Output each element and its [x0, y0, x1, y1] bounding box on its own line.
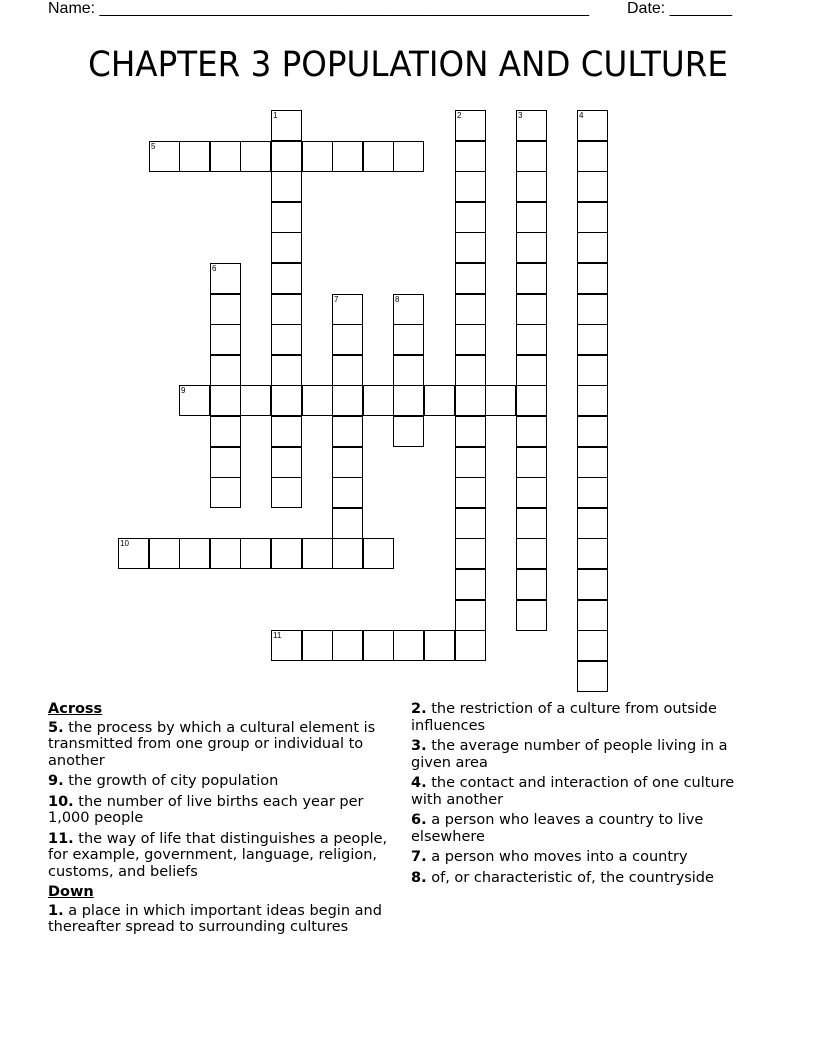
- clue-text: a place in which important ideas begin and thereafter spread to surrounding cultures: [48, 902, 382, 935]
- crossword-cell[interactable]: [363, 630, 394, 661]
- crossword-cell[interactable]: [455, 538, 486, 569]
- clue-number: 8.: [411, 869, 427, 886]
- crossword-cell[interactable]: [516, 141, 547, 172]
- crossword-cell[interactable]: [271, 294, 302, 325]
- crossword-cell[interactable]: [455, 232, 486, 263]
- clue-text: the number of live births each year per 1,000 people: [48, 793, 364, 826]
- clue-number: 4.: [411, 775, 427, 791]
- crossword-cell[interactable]: [240, 538, 271, 569]
- name-field-label[interactable]: Name: _______________________________________________________: [48, 0, 589, 17]
- crossword-cell[interactable]: [516, 294, 547, 325]
- crossword-cell[interactable]: [516, 508, 547, 539]
- crossword-cell[interactable]: [179, 538, 210, 569]
- crossword-cell[interactable]: [363, 538, 394, 569]
- crossword-cell[interactable]: [332, 477, 363, 508]
- crossword-cell[interactable]: [240, 385, 271, 416]
- crossword-cell[interactable]: [516, 110, 547, 141]
- crossword-cell[interactable]: [577, 508, 608, 539]
- crossword-cell[interactable]: [210, 355, 241, 386]
- across-heading: Across: [48, 701, 103, 717]
- crossword-cell[interactable]: [393, 630, 424, 661]
- crossword-cell[interactable]: [455, 141, 486, 172]
- crossword-cell[interactable]: [271, 110, 302, 141]
- clue-text: the process by which a cultural element is transmitted from one group or individual to another: [48, 719, 376, 769]
- crossword-cell[interactable]: [302, 630, 333, 661]
- crossword-cell[interactable]: [577, 294, 608, 325]
- crossword-cell[interactable]: [210, 324, 241, 355]
- crossword-cell[interactable]: [271, 263, 302, 294]
- crossword-cell[interactable]: [302, 538, 333, 569]
- cell-number: 7: [334, 295, 339, 304]
- crossword-cell[interactable]: [516, 569, 547, 600]
- crossword-cell[interactable]: [577, 355, 608, 386]
- crossword-cell[interactable]: [516, 171, 547, 202]
- crossword-cell[interactable]: [363, 385, 394, 416]
- crossword-cell[interactable]: [393, 416, 424, 447]
- crossword-cell[interactable]: [455, 385, 486, 416]
- cell-number: 8: [395, 295, 400, 304]
- crossword-cell[interactable]: [577, 447, 608, 478]
- crossword-cell[interactable]: [577, 171, 608, 202]
- clue-down-6: [411, 812, 757, 845]
- crossword-cell[interactable]: [210, 141, 241, 172]
- crossword-cell[interactable]: [210, 263, 241, 294]
- clue-down-8: [411, 870, 757, 887]
- crossword-cell[interactable]: [332, 324, 363, 355]
- crossword-cell[interactable]: [302, 385, 333, 416]
- clues-right-column: [411, 701, 757, 890]
- crossword-cell[interactable]: [271, 538, 302, 569]
- crossword-cell[interactable]: [516, 232, 547, 263]
- clue-text: a person who moves into a country: [426, 849, 688, 865]
- crossword-cell[interactable]: [455, 447, 486, 478]
- cell-number: 5: [151, 142, 156, 151]
- crossword-cell[interactable]: [210, 385, 241, 416]
- crossword-cell[interactable]: [332, 141, 363, 172]
- clue-number: 2.: [411, 701, 427, 717]
- crossword-cell[interactable]: [516, 447, 547, 478]
- crossword-cell[interactable]: [210, 447, 241, 478]
- crossword-cell[interactable]: [516, 263, 547, 294]
- crossword-cell[interactable]: [332, 447, 363, 478]
- crossword-cell[interactable]: [332, 508, 363, 539]
- crossword-cell[interactable]: [516, 385, 547, 416]
- clue-down-2: [411, 701, 757, 734]
- page-title: CHAPTER 3 POPULATION AND CULTURE: [88, 45, 728, 85]
- crossword-cell[interactable]: [240, 141, 271, 172]
- clue-number: 1.: [48, 902, 64, 919]
- crossword-cell[interactable]: [271, 171, 302, 202]
- crossword-cell[interactable]: [516, 477, 547, 508]
- clue-text: the average number of people living in a given area: [411, 738, 728, 771]
- crossword-cell[interactable]: [271, 202, 302, 233]
- crossword-cell[interactable]: [577, 263, 608, 294]
- clue-down-3: [411, 738, 757, 771]
- clue-across-11: [48, 831, 404, 881]
- crossword-cell[interactable]: [516, 355, 547, 386]
- crossword-cell[interactable]: [393, 294, 424, 325]
- clue-number: 6.: [411, 812, 427, 828]
- crossword-cell[interactable]: [210, 416, 241, 447]
- cell-number: 11: [273, 631, 282, 640]
- cell-number: 4: [579, 111, 584, 120]
- crossword-cell[interactable]: [393, 355, 424, 386]
- crossword-cell[interactable]: [455, 508, 486, 539]
- crossword-cell[interactable]: [455, 355, 486, 386]
- crossword-cell[interactable]: [271, 324, 302, 355]
- crossword-cell[interactable]: [179, 141, 210, 172]
- crossword-cell[interactable]: [424, 630, 455, 661]
- clue-across-9: [48, 773, 404, 790]
- crossword-cell[interactable]: [271, 232, 302, 263]
- crossword-cell[interactable]: [271, 141, 302, 172]
- crossword-cell[interactable]: [210, 294, 241, 325]
- crossword-cell[interactable]: [577, 477, 608, 508]
- cell-number: 10: [120, 539, 129, 548]
- crossword-cell[interactable]: [577, 232, 608, 263]
- clue-text: of, or characteristic of, the countryside: [426, 869, 714, 886]
- crossword-cell[interactable]: [363, 141, 394, 172]
- crossword-cell[interactable]: [393, 141, 424, 172]
- crossword-cell[interactable]: [577, 630, 608, 661]
- crossword-cell[interactable]: [485, 385, 516, 416]
- crossword-cell[interactable]: [577, 661, 608, 692]
- clue-number: 7.: [411, 849, 427, 865]
- crossword-cell[interactable]: [149, 141, 180, 172]
- crossword-cell[interactable]: [271, 630, 302, 661]
- crossword-cell[interactable]: [455, 477, 486, 508]
- clue-number: 3.: [411, 738, 427, 754]
- crossword-cell[interactable]: [577, 569, 608, 600]
- clue-text: the way of life that distinguishes a people, for example, government, language, religion, customs, and beliefs: [48, 830, 388, 880]
- crossword-cell[interactable]: [516, 324, 547, 355]
- clue-number: 5.: [48, 719, 64, 736]
- crossword-cell[interactable]: [332, 538, 363, 569]
- crossword-cell[interactable]: [577, 202, 608, 233]
- clue-down-7: [411, 849, 757, 866]
- crossword-cell[interactable]: [455, 110, 486, 141]
- clue-number: 10.: [48, 793, 74, 810]
- cell-number: 2: [457, 111, 462, 120]
- clue-across-10: [48, 794, 404, 827]
- clue-text: the restriction of a culture from outside influences: [411, 701, 717, 734]
- crossword-cell[interactable]: [577, 416, 608, 447]
- crossword-cell[interactable]: [455, 600, 486, 631]
- crossword-cell[interactable]: [455, 202, 486, 233]
- crossword-cell[interactable]: [118, 538, 149, 569]
- clue-number: 9.: [48, 773, 64, 789]
- crossword-cell[interactable]: [210, 477, 241, 508]
- crossword-cell[interactable]: [179, 385, 210, 416]
- crossword-cell[interactable]: [577, 141, 608, 172]
- clues-left-column: [48, 701, 404, 940]
- crossword-cell[interactable]: [455, 171, 486, 202]
- crossword-cell[interactable]: [302, 141, 333, 172]
- crossword-cell[interactable]: [577, 385, 608, 416]
- crossword-cell[interactable]: [424, 385, 455, 416]
- crossword-cell[interactable]: [516, 202, 547, 233]
- clue-down-1: [48, 903, 404, 936]
- crossword-cell[interactable]: [393, 385, 424, 416]
- crossword-cell[interactable]: [516, 538, 547, 569]
- crossword-cell[interactable]: [577, 538, 608, 569]
- crossword-cell[interactable]: [455, 263, 486, 294]
- crossword-cell[interactable]: [332, 385, 363, 416]
- crossword-cell[interactable]: [271, 477, 302, 508]
- clue-text: the contact and interaction of one culture with another: [411, 775, 735, 808]
- crossword-cell[interactable]: [455, 569, 486, 600]
- crossword-cell[interactable]: [271, 385, 302, 416]
- crossword-cell[interactable]: [577, 324, 608, 355]
- crossword-cell[interactable]: [455, 324, 486, 355]
- crossword-cell[interactable]: [577, 110, 608, 141]
- clue-down-4: [411, 775, 757, 808]
- crossword-cell[interactable]: [455, 294, 486, 325]
- crossword-cell[interactable]: [332, 630, 363, 661]
- clue-number: 11.: [48, 830, 74, 847]
- date-field-label[interactable]: Date: _______: [627, 0, 732, 17]
- crossword-cell[interactable]: [332, 355, 363, 386]
- crossword-cell[interactable]: [516, 600, 547, 631]
- crossword-cell[interactable]: [149, 538, 180, 569]
- cell-number: 3: [518, 111, 523, 120]
- down-heading: Down: [48, 884, 94, 900]
- crossword-cell[interactable]: [332, 294, 363, 325]
- clue-across-5: [48, 720, 404, 770]
- crossword-cell[interactable]: [271, 416, 302, 447]
- crossword-cell[interactable]: [516, 416, 547, 447]
- crossword-cell[interactable]: [455, 416, 486, 447]
- crossword-cell[interactable]: [210, 538, 241, 569]
- cell-number: 9: [181, 386, 186, 395]
- crossword-cell[interactable]: [393, 324, 424, 355]
- cell-number: 6: [212, 264, 217, 273]
- crossword-cell[interactable]: [455, 630, 486, 661]
- crossword-cell[interactable]: [577, 600, 608, 631]
- clue-text: the growth of city population: [63, 773, 279, 789]
- crossword-cell[interactable]: [271, 355, 302, 386]
- crossword-cell[interactable]: [271, 447, 302, 478]
- crossword-cell[interactable]: [332, 416, 363, 447]
- clue-text: a person who leaves a country to live elsewhere: [411, 812, 704, 845]
- cell-number: 1: [273, 111, 278, 120]
